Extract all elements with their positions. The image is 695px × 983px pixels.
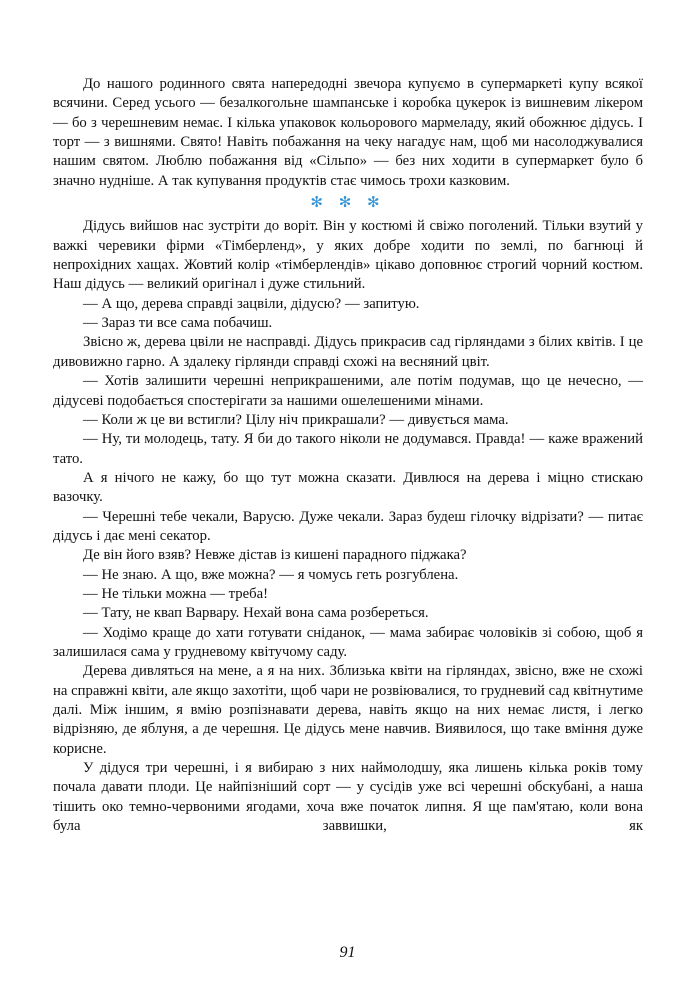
paragraph-2: Дідусь вийшов нас зустріти до воріт. Він у костюмі й свіжо поголений. Тільки взутий у важкі черевики фірми «Тімберленд», у яких добре ходити по землі, по багнюці й непрохідних хащах. Жовтий колір «тімберлендів» цікаво доповнює строгий чорний костюм. Наш дідусь — великий оригінал і дуже стильний.	[53, 218, 643, 293]
page-number: 91	[339, 944, 356, 961]
paragraph-1: До нашого родинного свята напередодні звечора купуємо в супермаркеті купу всякої всячини. Серед усього — безалкогольне шампанське і коробка цукерок із вишневим лікером — бо з черешневим немає. І кілька упаковок кольорового мармеладу, який обожнює дідусь. І торт — з вишнями. Свято! Навіть побажання на чеку нагадує нам, щоб ми насолоджувалися нашим святом. Люблю побажання від «Сільпо» — без них ходити в супермаркет було б значно нудніше. А так купування продуктів стає чимось трохи казковим.	[53, 76, 643, 189]
text-column	[53, 75, 643, 856]
paragraph-11: Де він його взяв? Невже дістав із кишені парадного піджака?	[83, 547, 467, 564]
paragraph-3: — А що, дерева справді зацвіли, дідусю? — запитую.	[83, 295, 420, 312]
section-separator: ✻ ✻ ✻	[310, 195, 386, 212]
paragraph-13: — Не тільки можна — треба!	[83, 585, 269, 602]
paragraph-14: — Тату, не квап Варвару. Нехай вона сама розбереться.	[83, 605, 429, 622]
paragraph-7: — Коли ж це ви встигли? Цілу ніч прикрашали? — дивується мама.	[83, 411, 509, 428]
paragraph-12: — Не знаю. А що, вже можна? — я чомусь геть розгублена.	[83, 566, 459, 583]
paragraph-15: — Ходімо краще до хати готувати сніданок, — мама забирає чоловіків зі собою, щоб я залишилася сама у грудневому квітучому саду.	[53, 624, 643, 660]
paragraph-10: — Черешні тебе чекали, Варусю. Дуже чекали. Зараз будеш гілочку відрізати? — питає дідусь і дає мені секатор.	[53, 508, 643, 544]
paragraph-4: — Зараз ти все сама побачиш.	[83, 315, 273, 332]
paragraph-16: Дерева дивляться на мене, а я на них. Зблизька квіти на гірляндах, звісно, вже не схожі на справжні квіти, але якщо захотіти, щоб чари не розвіювалися, то грудневий сад квітнутиме далі. Між іншим, я вмію розпізнавати дерева, навіть якщо на них немає листя, і легко відрізняю, де яблуня, а де черешня. Це дідусь мене навчив. Виявилося, що таке вміння дуже корисне.	[53, 663, 643, 757]
paragraph-5: Звісно ж, дерева цвіли не насправді. Дідусь прикрасив сад гірляндами з білих квітів. І це дивовижно гарно. А здалеку гірлянди справді схожі на весняний цвіт.	[53, 334, 643, 370]
paragraph-6: — Хотів залишити черешні неприкрашеними, але потім подумав, що це нечесно, — дідусеві подобається спостерігати за нашими ошелешеними мінами.	[53, 373, 643, 409]
paragraph-9: А я нічого не кажу, бо що тут можна сказати. Дивлюся на дерева і міцно стискаю вазочку.	[53, 469, 643, 506]
paragraph-8: — Ну, ти молодець, тату. Я би до такого ніколи не додумався. Правда! — каже вражений тато.	[53, 431, 643, 467]
paragraph-17: У дідуся три черешні, і я вибираю з них наймолодшу, яка лишень кілька років тому почала давати плоди. Це найпізніший сорт — у сусідів уже всі черешні обскубані, а наша тішить око темно-червоними ягодами, хоча вже початок липня. Я ще пам'ятаю, коли вона була заввишки, як	[53, 760, 643, 835]
